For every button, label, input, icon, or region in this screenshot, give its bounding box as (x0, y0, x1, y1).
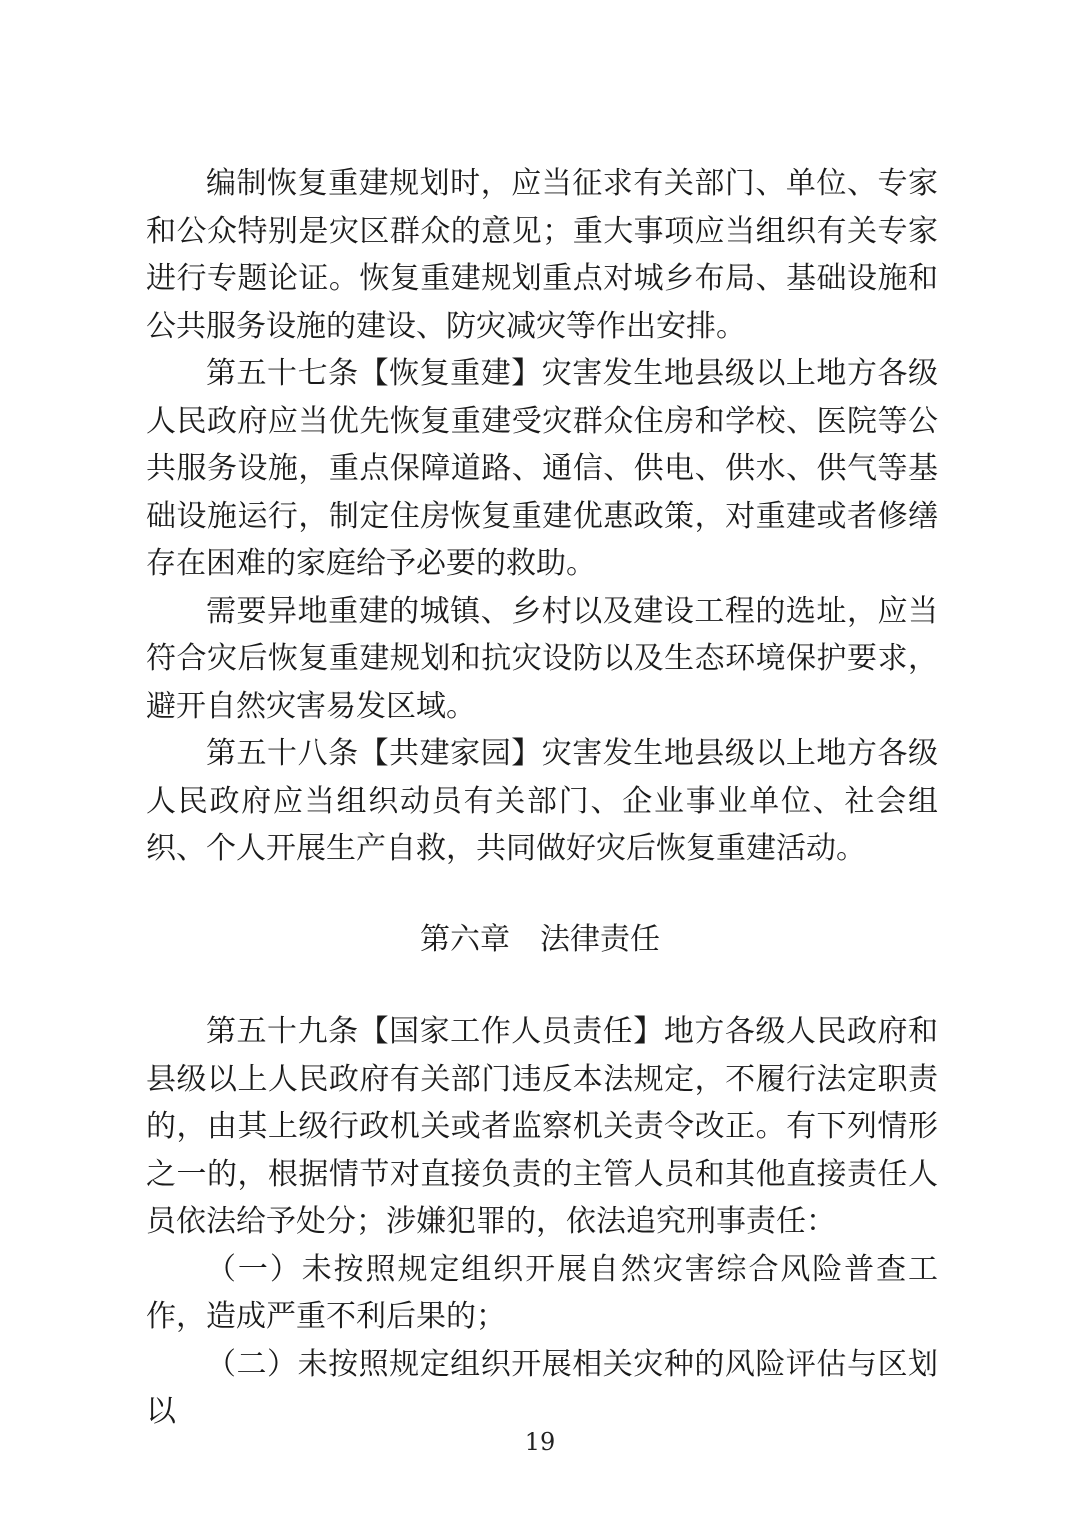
list-item-1: （一）未按照规定组织开展自然灾害综合风险普查工作，造成严重不利后果的； (146, 1251, 938, 1334)
list-item-2: （二）未按照规定组织开展相关灾种的风险评估与区划以 (146, 1346, 938, 1429)
chapter-heading (0, 916, 1080, 964)
paragraph-article-58: 第五十八条【共建家园】灾害发生地县级以上地方各级人民政府应当组织动员有关部门、企业事业单位、社会组织、个人开展生产自救，共同做好灾后恢复重建活动。 (146, 736, 938, 866)
body-section-lower (146, 1008, 938, 1436)
paragraph-article-57: 第五十七条【恢复重建】灾害发生地县级以上地方各级人民政府应当优先恢复重建受灾群众住房和学校、医院等公共服务设施，重点保障道路、通信、供电、供水、供气等基础设施运行，制定住房恢复重建优惠政策，对重建或者修缮存在困难的家庭给予必要的救助。 (146, 356, 938, 581)
paragraph-planning-consultation: 编制恢复重建规划时，应当征求有关部门、单位、专家和公众特别是灾区群众的意见；重大事项应当组织有关专家进行专题论证。恢复重建规划重点对城乡布局、基础设施和公共服务设施的建设、防灾减灾等作出安排。 (146, 166, 938, 344)
paragraph-article-59: 第五十九条【国家工作人员责任】地方各级人民政府和县级以上人民政府有关部门违反本法规定，不履行法定职责的，由其上级行政机关或者监察机关责令改正。有下列情形之一的，根据情节对直接负责的主管人员和其他直接责任人员依法给予处分；涉嫌犯罪的，依法追究刑事责任： (146, 1014, 938, 1239)
page-number: 19 (524, 1428, 556, 1456)
paragraph-relocation: 需要异地重建的城镇、乡村以及建设工程的选址，应当符合灾后恢复重建规划和抗灾设防以及生态环境保护要求，避开自然灾害易发区域。 (146, 593, 938, 724)
body-section-upper (146, 160, 938, 873)
chapter-number: 第六章 (420, 922, 510, 957)
chapter-title: 法律责任 (540, 922, 660, 957)
